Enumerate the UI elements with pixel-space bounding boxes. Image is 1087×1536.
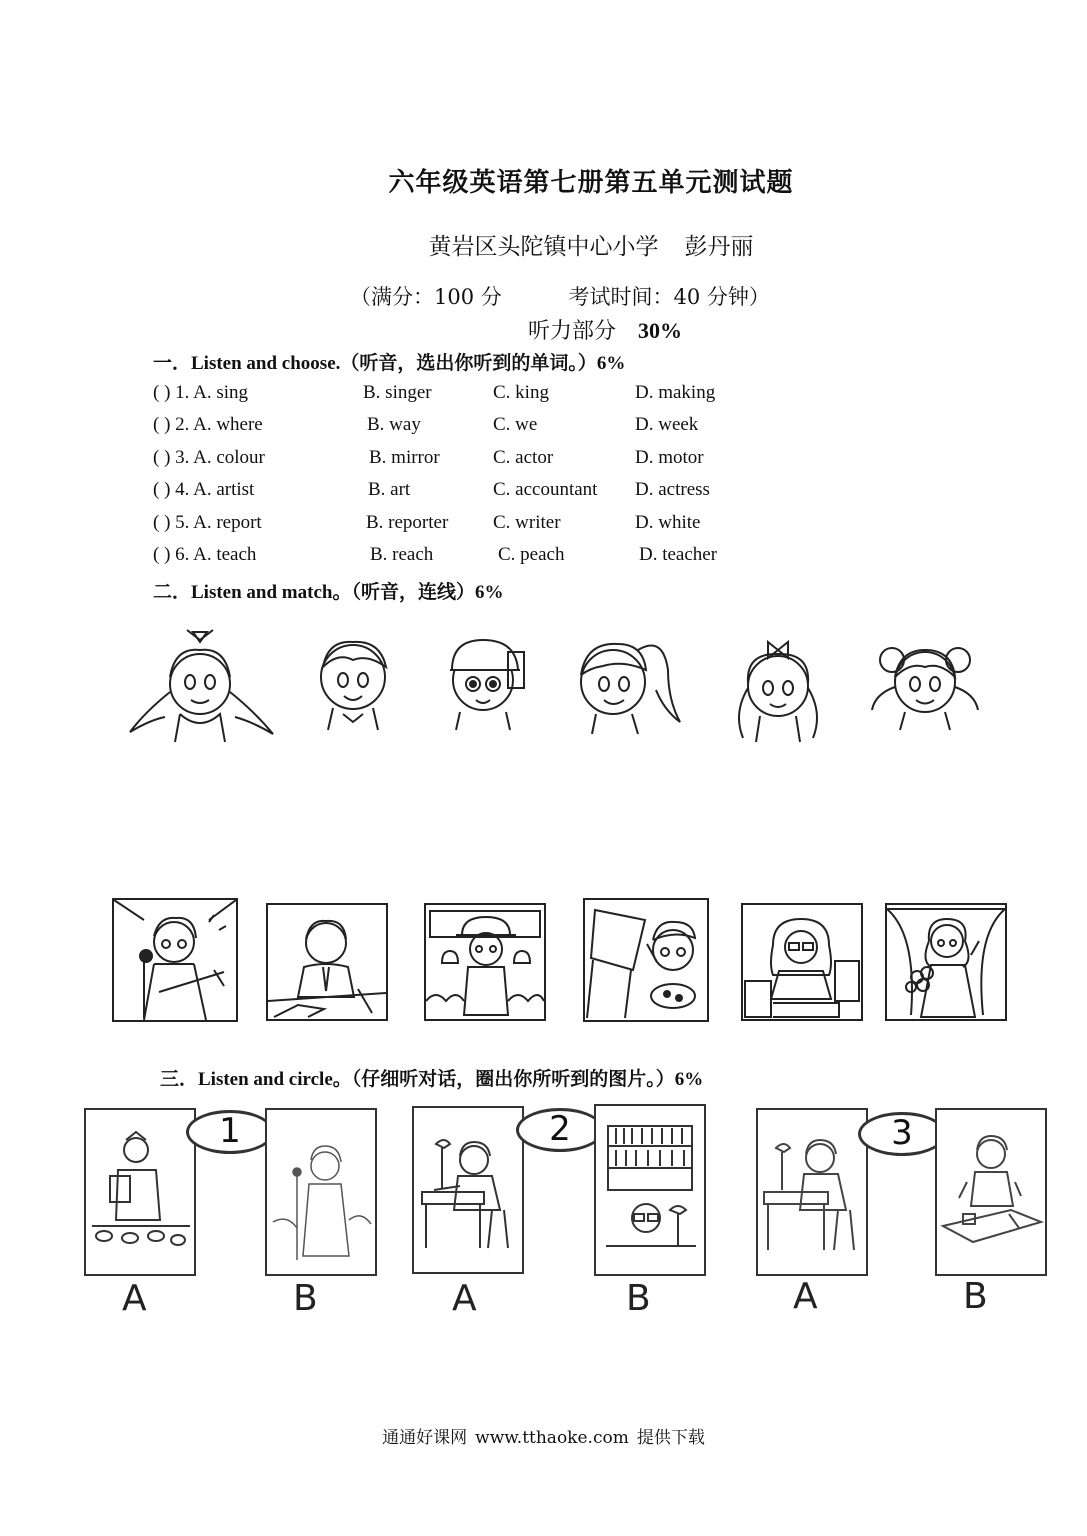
question-row bbox=[153, 479, 793, 505]
group3-label-a: A bbox=[793, 1276, 818, 1317]
group3-picture-b[interactable] bbox=[935, 1108, 1047, 1276]
question-number: ( ) 4. A. artist bbox=[153, 479, 255, 500]
group2-label-b: B bbox=[626, 1278, 651, 1319]
author-line bbox=[0, 228, 1087, 261]
option-d: D. actress bbox=[635, 479, 710, 500]
option-c: C. accountant bbox=[493, 479, 598, 500]
question-row bbox=[153, 544, 793, 570]
group2-number-oval bbox=[516, 1108, 604, 1152]
question-row bbox=[153, 512, 793, 538]
question-row bbox=[153, 447, 793, 473]
option-d: D. making bbox=[635, 382, 716, 403]
exam-time: 考试时间：40 分钟） bbox=[568, 285, 770, 309]
question-row bbox=[153, 382, 793, 408]
option-b: B. singer bbox=[363, 382, 432, 403]
page-title: 六年级英语第七册第五单元测试题 bbox=[388, 168, 794, 198]
face-girl-ponytail bbox=[568, 630, 683, 735]
question-number: ( ) 5. A. report bbox=[153, 512, 262, 533]
group1-number-oval bbox=[186, 1110, 274, 1154]
picture-artist bbox=[583, 898, 709, 1022]
exam-meta bbox=[350, 281, 770, 311]
listening-label: 听力部分 bbox=[528, 319, 617, 344]
footer-site-name: 通通好课网 bbox=[382, 1428, 468, 1448]
option-d: D. white bbox=[635, 512, 701, 533]
picture-accountant bbox=[741, 903, 863, 1021]
group3-label-b: B bbox=[963, 1276, 988, 1317]
option-b: B. mirror bbox=[369, 447, 440, 468]
picture-policeman bbox=[424, 903, 546, 1021]
group2-label-a: A bbox=[452, 1278, 477, 1319]
picture-actress bbox=[885, 903, 1007, 1021]
group2-picture-a[interactable] bbox=[412, 1106, 524, 1274]
group1-picture-b[interactable] bbox=[265, 1108, 377, 1276]
author-school: 黄岩区头陀镇中心小学 bbox=[428, 234, 659, 260]
option-b: B. reporter bbox=[366, 512, 449, 533]
question-number: ( ) 3. A. colour bbox=[153, 447, 265, 468]
option-d: D. week bbox=[635, 414, 699, 435]
section3-heading: 三．Listen and circle。（仔细听对话，圈出你所听到的图片。）6% bbox=[160, 1069, 704, 1090]
group1-number: 1 bbox=[219, 1111, 241, 1151]
option-b: B. way bbox=[367, 414, 421, 435]
option-c: C. we bbox=[493, 414, 538, 435]
section1-heading: 一．Listen and choose.（听音，选出你听到的单词。）6% bbox=[153, 353, 626, 374]
footer-url[interactable]: www.tthaoke.com bbox=[475, 1428, 629, 1448]
option-d: D. teacher bbox=[639, 544, 718, 565]
listening-percent: 30% bbox=[638, 318, 683, 343]
group1-label-a: A bbox=[122, 1278, 147, 1319]
group3-picture-a[interactable] bbox=[756, 1108, 868, 1276]
picture-singer bbox=[112, 898, 238, 1022]
question-row bbox=[153, 414, 793, 440]
face-boy-short-hair bbox=[308, 632, 398, 732]
face-boy-cap bbox=[438, 632, 528, 732]
option-c: C. actor bbox=[493, 447, 554, 468]
option-c: C. writer bbox=[493, 512, 561, 533]
listening-part-heading bbox=[528, 314, 682, 345]
option-b: B. reach bbox=[370, 544, 434, 565]
footer bbox=[0, 1423, 1087, 1448]
option-b: B. art bbox=[368, 479, 411, 500]
group1-label-b: B bbox=[293, 1278, 318, 1319]
group2-number: 2 bbox=[549, 1109, 571, 1149]
full-score: （满分：100 分 bbox=[350, 285, 502, 309]
section2-heading: 二．Listen and match。（听音，连线）6% bbox=[153, 582, 504, 603]
question-number: ( ) 1. A. sing bbox=[153, 382, 248, 403]
face-girl-bun bbox=[870, 632, 980, 732]
picture-writer bbox=[266, 903, 388, 1021]
option-d: D. motor bbox=[635, 447, 704, 468]
face-girl-pigtails bbox=[125, 622, 275, 747]
author-name: 彭丹丽 bbox=[684, 234, 754, 260]
option-c: C. peach bbox=[498, 544, 565, 565]
option-c: C. king bbox=[493, 382, 549, 403]
group1-picture-a[interactable] bbox=[84, 1108, 196, 1276]
question-number: ( ) 6. A. teach bbox=[153, 544, 257, 565]
question-number: ( ) 2. A. where bbox=[153, 414, 263, 435]
group3-number: 3 bbox=[891, 1113, 913, 1153]
group3-number-oval bbox=[858, 1112, 946, 1156]
group2-picture-b[interactable] bbox=[594, 1104, 706, 1276]
face-girl-bow bbox=[728, 628, 828, 743]
footer-note: 提供下载 bbox=[636, 1428, 705, 1448]
